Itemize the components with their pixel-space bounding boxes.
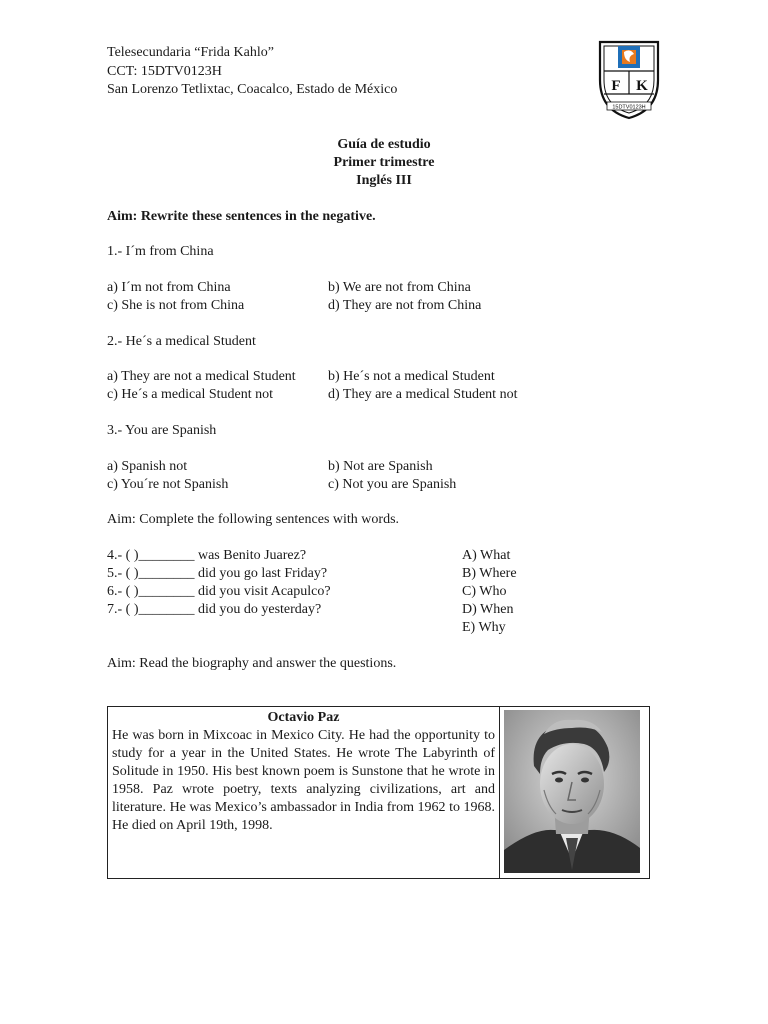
answer-option-b: B) Where (462, 566, 517, 581)
crest-letter-left: F (611, 78, 621, 94)
title-trimester: Primer trimestre (333, 155, 435, 170)
question-1: 1.- I´m from China (107, 244, 214, 259)
crest-letter-right: K (636, 78, 648, 94)
question-3: 3.- You are Spanish (107, 423, 217, 438)
answer-option-e: E) Why (462, 620, 506, 635)
portrait-photo-icon (504, 710, 640, 873)
q2-option-d: d) They are a medical Student not (328, 387, 518, 402)
q2-option-c: c) He´s a medical Student not (107, 387, 274, 402)
q1-option-a: a) I´m not from China (107, 280, 231, 295)
fill-item-5: 5.- ( )________ did you go last Friday? (107, 566, 328, 581)
q1-option-d: d) They are not from China (328, 298, 482, 313)
q3-option-a: a) Spanish not (107, 459, 188, 474)
answer-option-c: C) Who (462, 584, 507, 599)
crest-code: 15DTV0123H (612, 104, 646, 111)
biography-text: He was born in Mixcoac in Mexico City. He had the opportunity to study for a year in the United States. He wrote The Labyrinth of Solitude in 1950. His best known poem is Sunstone that he wrote in 1958. Paz wrote poetry, texts analyzing civilizations, art and literature. He was Mexico’s ambassador in India from 1962 to 1968. He died on April 19th, 1998. (112, 728, 495, 833)
biography-cell (112, 707, 495, 835)
school-cct: CCT: 15DTV0123H (107, 64, 222, 79)
answer-option-a: A) What (462, 548, 511, 563)
biography-title: Octavio Paz (267, 710, 340, 725)
q3-option-c: c) You´re not Spanish (107, 477, 229, 492)
school-name: Telesecundaria “Frida Kahlo” (107, 45, 274, 60)
fill-item-4: 4.- ( )________ was Benito Juarez? (107, 548, 307, 563)
title-study-guide: Guía de estudio (337, 137, 431, 152)
aim-complete: Aim: Complete the following sentences with words. (107, 512, 400, 527)
aim-negative: Aim: Rewrite these sentences in the negative. (107, 209, 376, 224)
q3-option-d: c) Not you are Spanish (328, 477, 457, 492)
biography-table (107, 706, 650, 879)
aim-biography: Aim: Read the biography and answer the questions. (107, 656, 397, 671)
table-divider (499, 707, 500, 878)
fill-item-6: 6.- ( )________ did you visit Acapulco? (107, 584, 331, 599)
school-crest-icon (594, 36, 664, 120)
school-address: San Lorenzo Tetlixtac, Coacalco, Estado de México (107, 82, 398, 97)
q2-option-b: b) He´s not a medical Student (328, 369, 495, 384)
q2-option-a: a) They are not a medical Student (107, 369, 296, 384)
question-2: 2.- He´s a medical Student (107, 334, 256, 349)
q3-option-b: b) Not are Spanish (328, 459, 433, 474)
title-course: Inglés III (356, 173, 412, 188)
answer-option-d: D) When (462, 602, 514, 617)
q1-option-b: b) We are not from China (328, 280, 471, 295)
fill-item-7: 7.- ( )________ did you do yesterday? (107, 602, 322, 617)
q1-option-c: c) She is not from China (107, 298, 245, 313)
